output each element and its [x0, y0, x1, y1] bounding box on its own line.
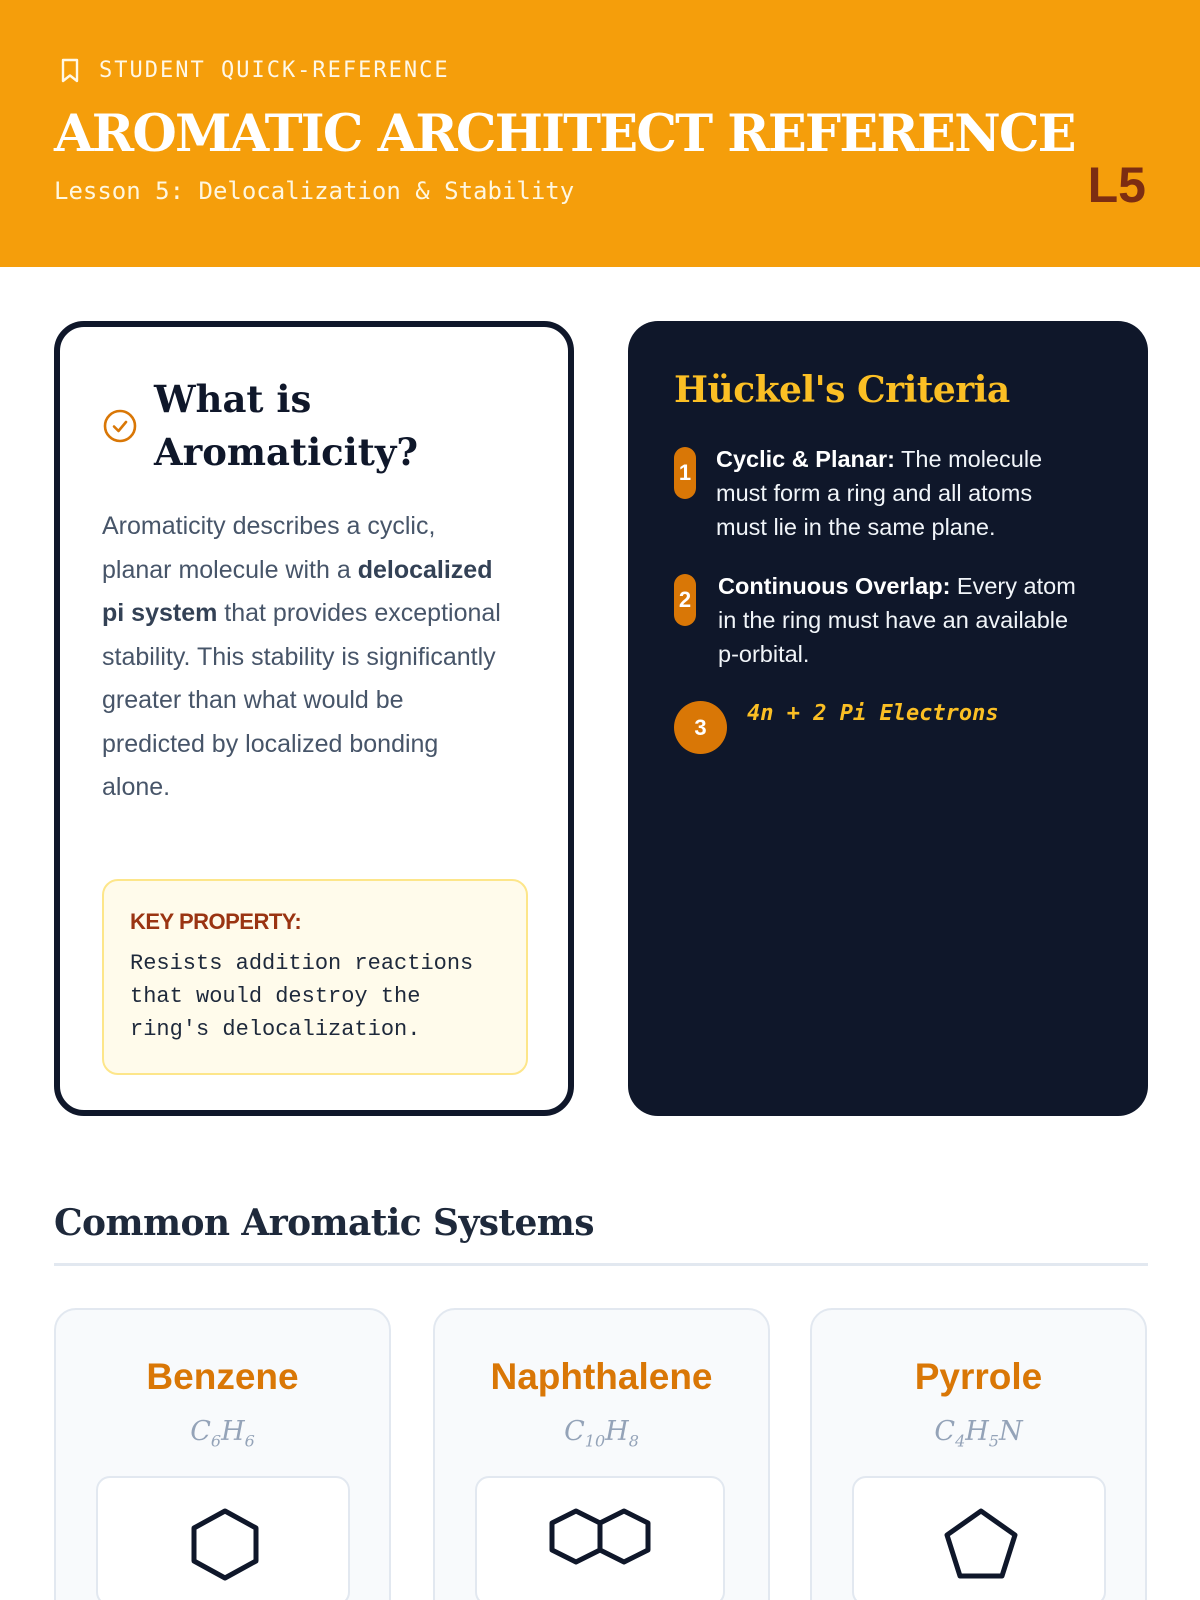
criterion-number-badge: 2: [674, 574, 696, 626]
section-title: Common Aromatic Systems: [54, 1202, 594, 1244]
formula-element: C: [934, 1416, 956, 1447]
criterion-label: Continuous Overlap:: [718, 573, 951, 599]
structure-panel: [475, 1476, 725, 1600]
structure-panel: [96, 1476, 350, 1600]
section-divider: [54, 1263, 1148, 1266]
criterion-item: [674, 701, 999, 754]
key-property-box: [102, 879, 528, 1075]
huckel-criteria-card: [628, 321, 1148, 1116]
formula-subscript: 5: [988, 1431, 999, 1451]
formula-subscript: 4: [955, 1431, 966, 1451]
formula-element: C: [190, 1416, 211, 1447]
formula-subscript: 10: [584, 1431, 606, 1451]
system-name: Pyrrole: [914, 1356, 1043, 1397]
formula-element: N: [998, 1416, 1023, 1447]
formula-element: H: [605, 1416, 629, 1447]
formula-subscript: 6: [210, 1431, 222, 1451]
system-name: Naphthalene: [490, 1356, 713, 1397]
system-name: Benzene: [146, 1356, 299, 1397]
formula-subscript: 6: [244, 1431, 255, 1451]
page-title: AROMATIC ARCHITECT REFERENCE: [54, 104, 1075, 164]
what-is-title: What is Aromaticity?: [154, 377, 419, 474]
system-card-benzene: [54, 1308, 391, 1600]
key-property-label: KEY PROPERTY:: [130, 909, 302, 934]
criterion-item: [674, 447, 1064, 544]
formula-element: H: [221, 1416, 245, 1447]
criterion-label: 4n + 2 Pi Electrons: [747, 701, 999, 726]
system-formula: [435, 1416, 768, 1450]
body-text-end: that provides exceptional stability. This stability is significantly greater than what would be predicted by localized bonding alone.: [102, 599, 501, 801]
eyebrow: [55, 55, 450, 85]
criterion-description: The molecule must form a ring and all atoms must lie in the same plane.: [716, 446, 1043, 540]
formula-subscript: 8: [628, 1431, 639, 1451]
page-header: [0, 0, 1200, 267]
huckel-title: Hückel's Criteria: [674, 369, 1010, 411]
structure-panel: [852, 1476, 1106, 1600]
what-is-heading: [102, 373, 474, 479]
body-text-start: Aromaticity describes a cyclic, planar molecule with a: [102, 512, 436, 584]
criterion-number-badge: 3: [674, 701, 727, 754]
criterion-item: [674, 574, 1094, 671]
check-circle-icon: [102, 408, 138, 444]
what-is-body: [102, 505, 502, 810]
formula-element: C: [564, 1416, 585, 1447]
criterion-text: [716, 442, 1061, 544]
criterion-label: Cyclic & Planar:: [716, 446, 895, 472]
body-text-bold: delocalized pi system: [102, 555, 493, 627]
fused-hexagon-rings-icon: [477, 1478, 727, 1600]
what-is-aromaticity-card: [54, 321, 574, 1116]
eyebrow-text: STUDENT QUICK-REFERENCE: [99, 57, 450, 83]
key-property-text: Resists addition reactions that would destroy the ring's delocalization.: [130, 951, 474, 1042]
system-formula: [812, 1416, 1145, 1450]
criterion-description: Every atom in the ring must have an available p-orbital.: [718, 573, 1076, 667]
system-card-naphthalene: [433, 1308, 770, 1600]
formula-element: H: [965, 1416, 989, 1447]
pentagon-ring-icon: [854, 1478, 1108, 1600]
bookmark-icon: [55, 55, 85, 85]
system-card-pyrrole: [810, 1308, 1147, 1600]
criterion-text: [718, 569, 1094, 671]
hexagon-ring-icon: [98, 1478, 352, 1600]
page-subtitle: Lesson 5: Delocalization & Stability: [54, 177, 575, 205]
lesson-code: L5: [1087, 157, 1146, 213]
system-formula: [56, 1416, 389, 1450]
criterion-number-badge: 1: [674, 447, 696, 499]
